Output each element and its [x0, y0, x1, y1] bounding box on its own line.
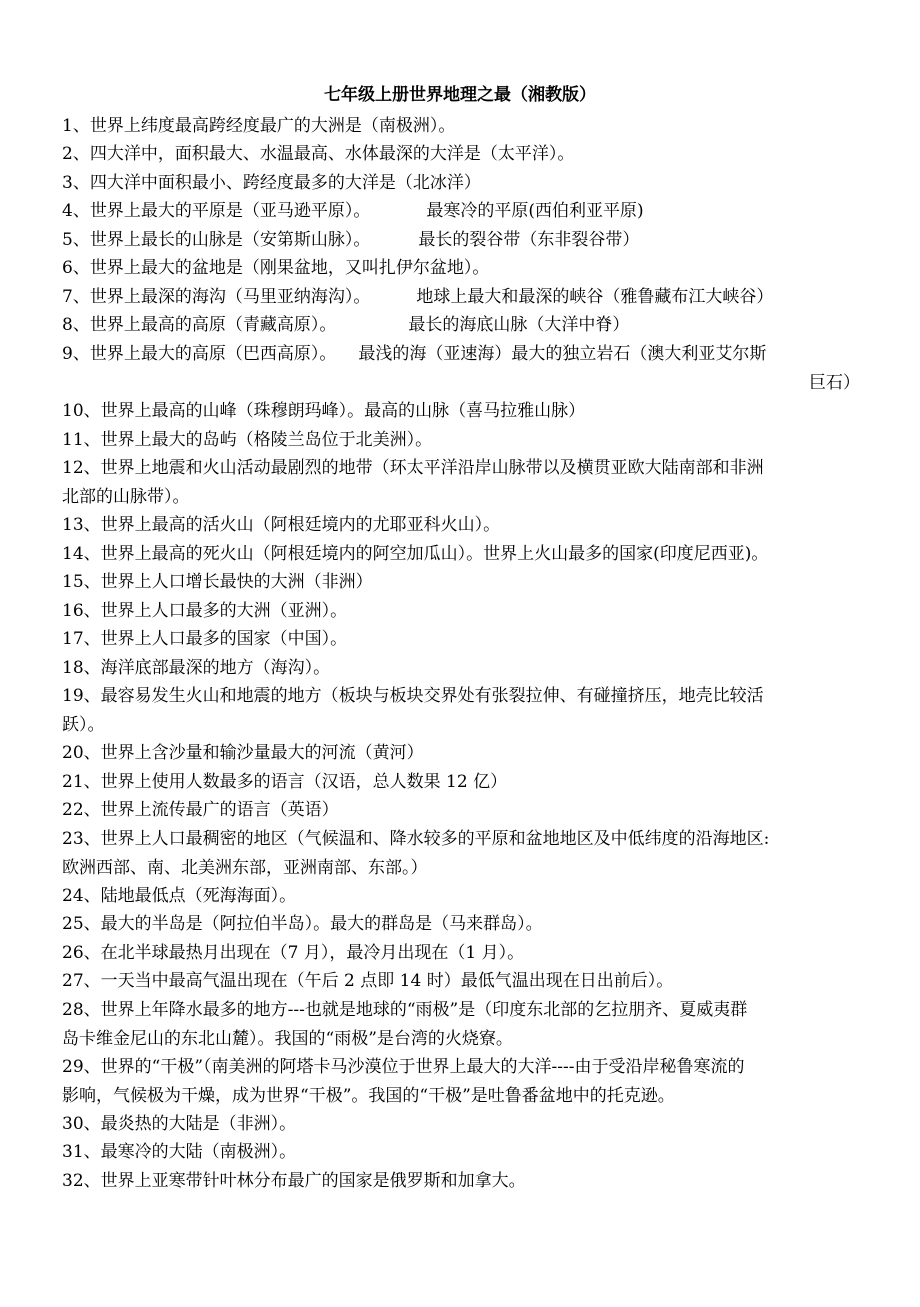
list-item: 9、世界上最大的高原（巴西高原）。 最浅的海（亚速海）最大的独立岩石（澳大利亚艾尔斯 巨石）	[62, 344, 860, 393]
list-item: 5、世界上最长的山脉是（安第斯山脉）。 最长的裂谷带（东非裂谷带）	[62, 230, 640, 250]
list-item: 12、世界上地震和火山活动最剧烈的地带（环太平洋沿岸山脉带以及横贯亚欧大陆南部和非洲 北部的山脉带）。	[62, 458, 764, 507]
list-item: 11、世界上最大的岛屿（格陵兰岛位于北美洲）。	[62, 430, 433, 450]
list-item: 10、世界上最高的山峰（珠穆朗玛峰）。最高的山脉（喜马拉雅山脉）	[62, 401, 586, 421]
list-item: 25、最大的半岛是（阿拉伯半岛）。最大的群岛是（马来群岛）。	[62, 914, 543, 934]
list-item: 30、最炎热的大陆是（非洲）。	[62, 1114, 297, 1134]
list-item: 21、世界上使用人数最多的语言（汉语，总人数果 12 亿）	[62, 772, 508, 792]
list-item: 16、世界上人口最多的大洲（亚洲）。	[62, 601, 348, 621]
list-item: 23、世界上人口最稠密的地区（气候温和、降水较多的平原和盆地地区及中低纬度的沿海地区: 欧洲西部、南、北美洲东部，亚洲南部、东部。）	[62, 829, 770, 878]
list-item: 24、陆地最低点（死海海面）。	[62, 886, 297, 906]
list-item: 20、世界上含沙量和输沙量最大的河流（黄河）	[62, 743, 424, 763]
list-item: 13、世界上最高的活火山（阿根廷境内的尤耶亚科火山）。	[62, 515, 501, 535]
page-title: 七年级上册世界地理之最（湘教版）	[324, 85, 596, 105]
list-item: 2、四大洋中，面积最大、水温最高、水体最深的大洋是（太平洋）。	[62, 144, 575, 164]
list-item: 14、世界上最高的死火山（阿根廷境内的阿空加瓜山）。世界上火山最多的国家(印度尼西亚)。	[62, 544, 769, 564]
list-item: 27、一天当中最高气温出现在（午后 2 点即 14 时）最低气温出现在日出前后）。	[62, 971, 674, 991]
list-item: 26、在北半球最热月出现在（7 月），最冷月出现在（1 月）。	[62, 943, 525, 963]
list-item: 32、世界上亚寒带针叶林分布最广的国家是俄罗斯和加拿大。	[62, 1171, 526, 1191]
list-item: 22、世界上流传最广的语言（英语）	[62, 800, 339, 820]
list-item: 7、世界上最深的海沟（马里亚纳海沟）。 地球上最大和最深的峡谷（雅鲁藏布江大峡谷）	[62, 287, 774, 307]
list-item: 28、世界上年降水最多的地方---也就是地球的“雨极”是（印度东北部的乞拉朋齐、夏威夷群 岛卡维金尼山的东北山麓）。我国的“雨极”是台湾的火烧寮。	[62, 1000, 748, 1049]
list-item: 29、世界的“干极”（南美洲的阿塔卡马沙漠位于世界上最大的大洋----由于受沿岸秘鲁寒流的 影响，气候极为干燥，成为世界“干极”。我国的“干极”是吐鲁番盆地中的托克逊。	[62, 1057, 745, 1106]
list-item: 31、最寒冷的大陆（南极洲）。	[62, 1142, 297, 1162]
list-item: 17、世界上人口最多的国家（中国）。	[62, 629, 348, 649]
list-item: 4、世界上最大的平原是（亚马逊平原）。 最寒冷的平原(西伯利亚平原)	[62, 201, 644, 221]
list-item: 8、世界上最高的高原（青藏高原）。 最长的海底山脉（大洋中脊）	[62, 315, 630, 335]
list-item: 15、世界上人口增长最快的大洲（非洲）	[62, 572, 373, 592]
list-item: 19、最容易发生火山和地震的地方（板块与板块交界处有张裂拉伸、有碰撞挤压，地壳比较活 跃）。	[62, 686, 764, 735]
list-item: 18、海洋底部最深的地方（海沟）。	[62, 658, 331, 678]
list-item: 1、世界上纬度最高跨经度最广的大洲是（南极洲）。	[62, 116, 456, 136]
list-item: 6、世界上最大的盆地是（刚果盆地，又叫扎伊尔盆地）。	[62, 258, 490, 278]
list-item: 3、四大洋中面积最小、跨经度最多的大洋是（北冰洋）	[62, 173, 481, 193]
